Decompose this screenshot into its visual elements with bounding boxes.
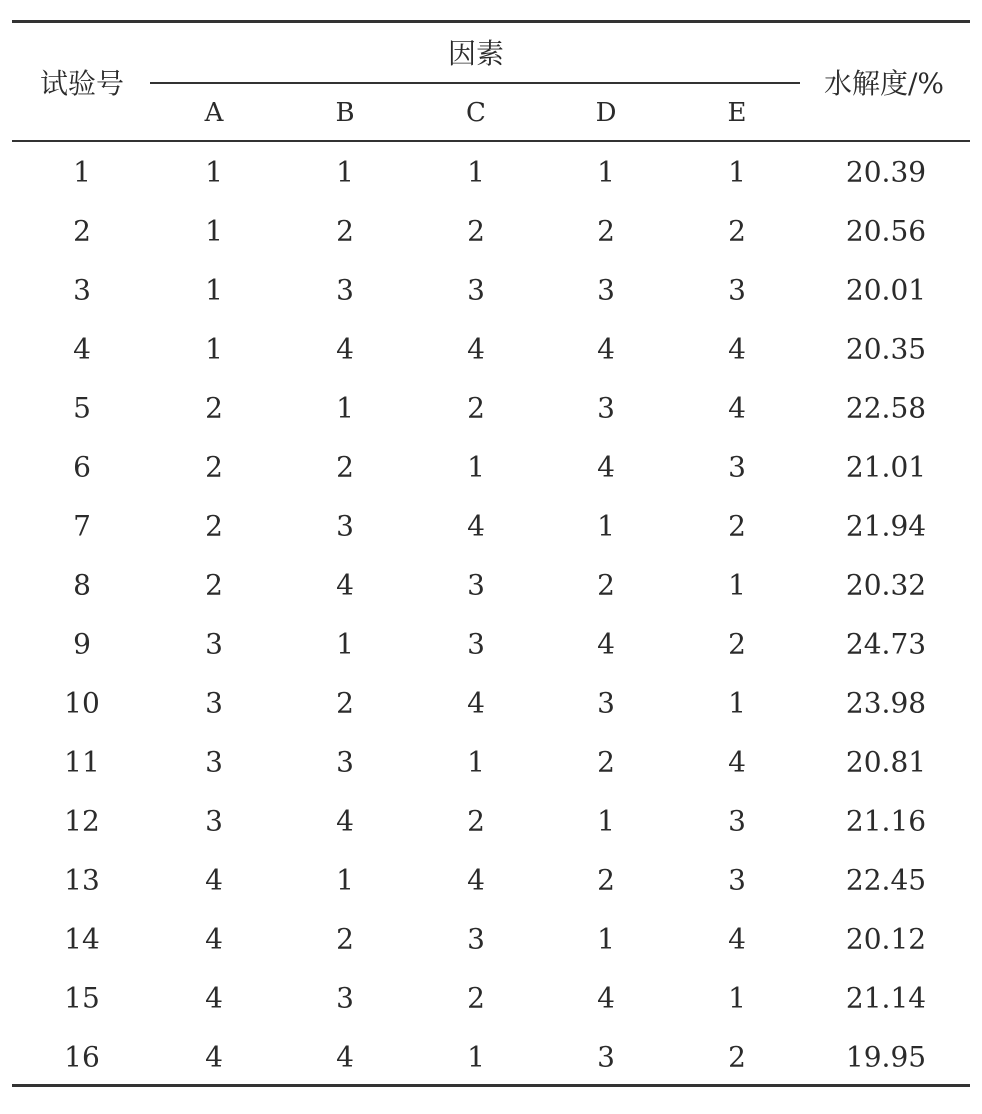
factor-level-cell: 3: [467, 922, 485, 955]
factor-level-cell: 4: [728, 391, 746, 424]
header-factors: 因素: [447, 37, 505, 70]
factor-level-cell: 2: [597, 568, 615, 601]
factor-level-cell: 3: [467, 568, 485, 601]
factor-level-cell: 3: [597, 391, 615, 424]
hydrolysis-value-cell: 20.56: [845, 214, 927, 247]
header-factor-d: D: [595, 98, 617, 128]
factor-level-cell: 4: [728, 922, 746, 955]
factor-level-cell: 2: [336, 922, 354, 955]
trial-number-cell: 1: [73, 155, 91, 188]
factor-level-cell: 1: [467, 1040, 485, 1073]
table-row: [0, 909, 982, 968]
hydrolysis-value-cell: 22.45: [845, 863, 927, 896]
table-row: [0, 142, 982, 201]
hydrolysis-value-cell: 23.98: [845, 686, 927, 719]
factor-level-cell: 3: [597, 1040, 615, 1073]
factor-level-cell: 3: [336, 273, 354, 306]
trial-number-cell: 9: [73, 627, 91, 660]
factor-level-cell: 1: [467, 450, 485, 483]
hydrolysis-value-cell: 24.73: [845, 627, 927, 660]
factor-level-cell: 1: [728, 686, 746, 719]
factor-level-cell: 1: [336, 863, 354, 896]
factor-level-cell: 3: [205, 745, 223, 778]
header-hydrolysis-degree: 水解度/%: [823, 67, 945, 100]
trial-number-cell: 7: [73, 509, 91, 542]
factor-level-cell: 2: [597, 745, 615, 778]
factors-span-rule: [150, 82, 800, 84]
hydrolysis-value-cell: 21.14: [845, 981, 927, 1014]
header-trial-number: 试验号: [39, 67, 125, 100]
trial-number-cell: 11: [64, 745, 100, 778]
factor-level-cell: 4: [597, 332, 615, 365]
table-row: [0, 1027, 982, 1086]
trial-number-cell: 10: [64, 686, 100, 719]
factor-level-cell: 1: [205, 155, 223, 188]
factor-level-cell: 3: [597, 686, 615, 719]
hydrolysis-value-cell: 21.94: [845, 509, 927, 542]
table-row: [0, 555, 982, 614]
factor-level-cell: 2: [467, 391, 485, 424]
factor-level-cell: 1: [205, 273, 223, 306]
factor-level-cell: 4: [597, 981, 615, 1014]
trial-number-cell: 13: [64, 863, 100, 896]
table-row: [0, 614, 982, 673]
factor-level-cell: 1: [728, 155, 746, 188]
hydrolysis-value-cell: 19.95: [845, 1040, 927, 1073]
factor-level-cell: 1: [336, 155, 354, 188]
table-row: [0, 319, 982, 378]
factor-level-cell: 3: [597, 273, 615, 306]
table-row: [0, 496, 982, 555]
factor-level-cell: 2: [728, 509, 746, 542]
header-factor-b: B: [335, 98, 355, 128]
trial-number-cell: 5: [73, 391, 91, 424]
factor-level-cell: 4: [205, 981, 223, 1014]
factor-level-cell: 2: [336, 450, 354, 483]
factor-level-cell: 1: [205, 332, 223, 365]
table-row: [0, 850, 982, 909]
trial-number-cell: 3: [73, 273, 91, 306]
bottom-rule: [12, 1084, 970, 1087]
factor-level-cell: 1: [728, 981, 746, 1014]
factor-level-cell: 2: [205, 509, 223, 542]
table-row: [0, 437, 982, 496]
factor-level-cell: 2: [728, 214, 746, 247]
table-row: [0, 732, 982, 791]
hydrolysis-value-cell: 20.01: [845, 273, 927, 306]
factor-level-cell: 3: [467, 273, 485, 306]
table-row: [0, 378, 982, 437]
hydrolysis-value-cell: 20.39: [845, 155, 927, 188]
factor-level-cell: 1: [597, 509, 615, 542]
factor-level-cell: 1: [728, 568, 746, 601]
trial-number-cell: 6: [73, 450, 91, 483]
factor-level-cell: 3: [728, 450, 746, 483]
trial-number-cell: 8: [73, 568, 91, 601]
trial-number-cell: 4: [73, 332, 91, 365]
table-row: [0, 791, 982, 850]
hydrolysis-value-cell: 21.16: [845, 804, 927, 837]
table-row: [0, 260, 982, 319]
factor-level-cell: 3: [728, 804, 746, 837]
factor-level-cell: 2: [467, 981, 485, 1014]
factor-level-cell: 2: [467, 214, 485, 247]
trial-number-cell: 2: [73, 214, 91, 247]
hydrolysis-value-cell: 20.12: [845, 922, 927, 955]
table-row: [0, 673, 982, 732]
factor-level-cell: 1: [597, 922, 615, 955]
factor-level-cell: 3: [728, 863, 746, 896]
factor-level-cell: 2: [728, 627, 746, 660]
factor-level-cell: 1: [597, 804, 615, 837]
factor-level-cell: 1: [467, 745, 485, 778]
factor-level-cell: 1: [205, 214, 223, 247]
factor-level-cell: 4: [336, 1040, 354, 1073]
factor-level-cell: 2: [597, 863, 615, 896]
factor-level-cell: 4: [467, 332, 485, 365]
factor-level-cell: 4: [728, 332, 746, 365]
factor-level-cell: 4: [597, 627, 615, 660]
factor-level-cell: 1: [467, 155, 485, 188]
top-rule: [12, 20, 970, 23]
factor-level-cell: 2: [728, 1040, 746, 1073]
factor-level-cell: 3: [728, 273, 746, 306]
factor-level-cell: 4: [728, 745, 746, 778]
factor-level-cell: 2: [205, 568, 223, 601]
hydrolysis-value-cell: 20.81: [845, 745, 927, 778]
header-factor-e: E: [727, 98, 747, 128]
factor-level-cell: 4: [336, 568, 354, 601]
factor-level-cell: 2: [205, 391, 223, 424]
table-row: [0, 201, 982, 260]
factor-level-cell: 3: [336, 509, 354, 542]
factor-level-cell: 4: [467, 509, 485, 542]
factor-level-cell: 2: [597, 214, 615, 247]
factor-level-cell: 4: [205, 863, 223, 896]
hydrolysis-value-cell: 22.58: [845, 391, 927, 424]
hydrolysis-value-cell: 20.35: [845, 332, 927, 365]
factor-level-cell: 3: [205, 627, 223, 660]
factor-level-cell: 1: [597, 155, 615, 188]
factor-level-cell: 4: [467, 863, 485, 896]
factor-level-cell: 3: [336, 745, 354, 778]
factor-level-cell: 2: [467, 804, 485, 837]
factor-level-cell: 4: [597, 450, 615, 483]
factor-level-cell: 2: [336, 214, 354, 247]
factor-level-cell: 3: [205, 804, 223, 837]
factor-level-cell: 1: [336, 391, 354, 424]
hydrolysis-value-cell: 21.01: [845, 450, 927, 483]
hydrolysis-value-cell: 20.32: [845, 568, 927, 601]
header-factor-c: C: [466, 98, 486, 128]
factor-level-cell: 2: [205, 450, 223, 483]
factor-level-cell: 4: [205, 1040, 223, 1073]
factor-level-cell: 1: [336, 627, 354, 660]
factor-level-cell: 3: [336, 981, 354, 1014]
trial-number-cell: 12: [64, 804, 100, 837]
factor-level-cell: 4: [467, 686, 485, 719]
factor-level-cell: 4: [205, 922, 223, 955]
trial-number-cell: 14: [64, 922, 100, 955]
trial-number-cell: 16: [64, 1040, 100, 1073]
factor-level-cell: 3: [467, 627, 485, 660]
factor-level-cell: 4: [336, 332, 354, 365]
factor-level-cell: 2: [336, 686, 354, 719]
trial-number-cell: 15: [64, 981, 100, 1014]
table-row: [0, 968, 982, 1027]
factor-level-cell: 4: [336, 804, 354, 837]
factor-level-cell: 3: [205, 686, 223, 719]
header-factor-a: A: [204, 98, 224, 128]
